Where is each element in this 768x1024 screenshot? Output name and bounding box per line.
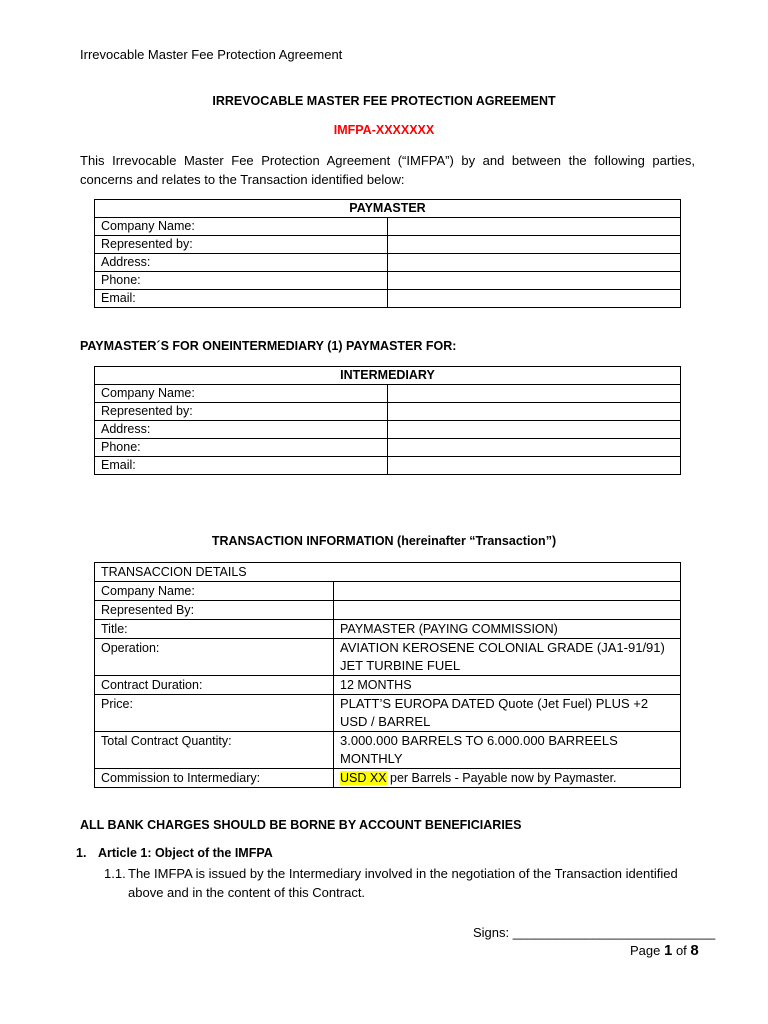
table-row [95,290,681,308]
transaction-title-value: PAYMASTER (PAYING COMMISSION) [334,620,681,639]
table-row [95,439,681,457]
agreement-code: IMFPA-XXXXXXX [333,123,435,137]
transaction-quantity-label: Total Contract Quantity: [95,732,334,769]
transaction-table-heading: TRANSACCION DETAILS [95,563,681,582]
transaction-duration-label: Contract Duration: [95,676,334,695]
intermediary-address-label: Address: [95,421,388,439]
transaction-represented-value[interactable] [334,601,681,620]
table-row [95,236,681,254]
clause-number: 1.1. [104,866,126,881]
transaction-price-value: PLATT’S EUROPA DATED Quote (Jet Fuel) PLUS +2 USD / BARREL [334,695,681,732]
table-row [95,272,681,290]
intermediary-company-label: Company Name: [95,385,388,403]
intermediary-section-heading: PAYMASTER´S FOR ONEINTERMEDIARY (1) PAYMASTER FOR: [80,339,457,353]
commission-text: per Barrels - Payable now by Paymaster. [386,771,617,785]
transaction-represented-label: Represented By: [95,601,334,620]
table-row [95,639,681,676]
paymaster-phone-label: Phone: [95,272,388,290]
intermediary-represented-value[interactable] [388,403,681,421]
document-title: IRREVOCABLE MASTER FEE PROTECTION AGREEMENT [212,94,556,108]
article-heading [76,846,273,860]
table-row [95,403,681,421]
page-current: 1 [663,942,673,959]
paymaster-represented-label: Represented by: [95,236,388,254]
table-row [95,385,681,403]
article-clause [104,864,694,902]
paymaster-table-heading: PAYMASTER [95,200,681,218]
intro-paragraph: This Irrevocable Master Fee Protection Agreement (“IMFPA”) by and between the following parties, concerns and relates to the Transaction identified below: [80,153,695,187]
transaction-company-value[interactable] [334,582,681,601]
table-row [95,254,681,272]
intermediary-table-heading: INTERMEDIARY [95,367,681,385]
intermediary-phone-value[interactable] [388,439,681,457]
page-of: of [672,943,691,958]
table-row [95,732,681,769]
commission-highlight: USD XX [340,771,387,785]
intermediary-represented-label: Represented by: [95,403,388,421]
paymaster-email-label: Email: [95,290,388,308]
table-row [95,601,681,620]
table-row [95,582,681,601]
clause-line-2: above and in the content of this Contract. [128,885,366,900]
clause-line-1: The IMFPA is issued by the Intermediary involved in the negotiation of the Transaction identified [128,866,678,881]
table-row [95,676,681,695]
paymaster-table [94,199,681,308]
table-row [95,695,681,732]
intermediary-address-value[interactable] [388,421,681,439]
table-row [95,421,681,439]
transaction-company-label: Company Name: [95,582,334,601]
transaction-title-label: Title: [95,620,334,639]
page-number [630,942,699,959]
transaction-quantity-value: 3.000.000 BARRELS TO 6.000.000 BARREELS MONTHLY [334,732,681,769]
document-header: Irrevocable Master Fee Protection Agreement [80,47,343,62]
paymaster-company-value[interactable] [388,218,681,236]
paymaster-address-label: Address: [95,254,388,272]
page-word: Page [630,943,664,958]
intermediary-email-label: Email: [95,457,388,475]
signature-line: Signs: ____________________________ [473,925,716,940]
article-title: Article 1: Object of the IMFPA [98,846,273,860]
transaction-duration-value: 12 MONTHS [334,676,681,695]
intermediary-phone-label: Phone: [95,439,388,457]
paymaster-company-label: Company Name: [95,218,388,236]
transaction-commission-value [334,769,681,788]
intermediary-table [94,366,681,475]
paymaster-represented-value[interactable] [388,236,681,254]
table-row [95,769,681,788]
transaction-section-heading: TRANSACTION INFORMATION (hereinafter “Transaction”) [211,534,557,548]
table-row [95,457,681,475]
paymaster-phone-value[interactable] [388,272,681,290]
paymaster-email-value[interactable] [388,290,681,308]
table-row [95,218,681,236]
paymaster-address-value[interactable] [388,254,681,272]
transaction-commission-label: Commission to Intermediary: [95,769,334,788]
intermediary-email-value[interactable] [388,457,681,475]
transaction-table [94,562,681,788]
transaction-operation-value: AVIATION KEROSENE COLONIAL GRADE (JA1-91/91) JET TURBINE FUEL [334,639,681,676]
article-number: 1. [76,846,87,860]
bank-charges-notice: ALL BANK CHARGES SHOULD BE BORNE BY ACCOUNT BENEFICIARIES [80,818,522,832]
intermediary-company-value[interactable] [388,385,681,403]
page-total: 8 [690,942,699,959]
table-row [95,620,681,639]
transaction-operation-label: Operation: [95,639,334,676]
transaction-price-label: Price: [95,695,334,732]
